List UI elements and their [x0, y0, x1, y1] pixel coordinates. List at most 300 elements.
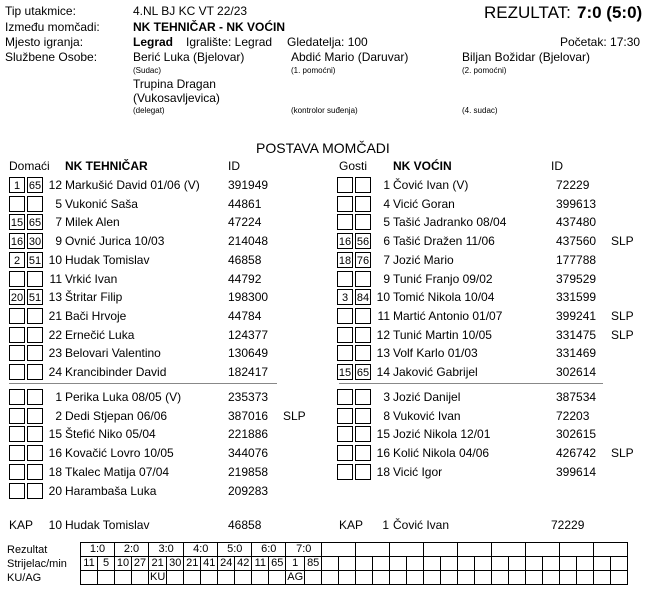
player-id: 72203	[556, 408, 590, 423]
player-sub-minute-a	[9, 196, 25, 212]
player-sub-minute-a: 1	[9, 177, 25, 193]
kuag-cell	[167, 571, 184, 585]
player-number: 16	[48, 446, 62, 461]
player-id: 124377	[228, 327, 269, 342]
player-name: Tomić Nikola 10/04	[393, 290, 495, 305]
away-captain-id: 72229	[551, 518, 585, 532]
player-name: Štefić Niko 05/04	[65, 427, 156, 442]
player-row	[9, 426, 309, 444]
player-id: 72229	[556, 178, 590, 192]
scorer-cell: 11	[81, 557, 98, 571]
kuag-cell	[252, 571, 269, 585]
scorer-cell	[543, 557, 560, 571]
start-time: Početak: 17:30	[560, 35, 641, 49]
player-number: 6	[383, 234, 390, 249]
player-row	[9, 214, 309, 232]
assistant2: Biljan Božidar (Bjelovar)	[462, 50, 591, 64]
player-row	[337, 389, 637, 407]
score-cell: 4:0	[184, 543, 218, 557]
player-number: 2	[55, 408, 62, 423]
player-row	[337, 196, 637, 214]
player-name: Tašić Jadranko 08/04	[393, 215, 507, 230]
player-sub-minute-a	[9, 445, 25, 461]
away-divider	[339, 383, 603, 384]
player-name: Štritar Filip	[65, 290, 123, 305]
score-cell: 1:0	[81, 543, 115, 557]
player-sub-minute-a	[9, 327, 25, 343]
score-cell: 5:0	[218, 543, 252, 557]
player-number: 22	[48, 327, 62, 342]
player-row	[9, 289, 309, 307]
player-sub-minute-a	[9, 271, 25, 287]
player-name: Kolić Nikola 04/06	[393, 446, 490, 461]
kuag-cell	[407, 571, 424, 585]
player-name: Vuković Ivan	[393, 408, 461, 423]
kuag-cell	[305, 571, 322, 585]
player-sub-minute-a	[337, 214, 353, 230]
away-captain-number: 1	[382, 518, 389, 532]
kuag-cell	[201, 571, 218, 585]
scorer-cell	[594, 557, 611, 571]
player-number: 1	[55, 390, 62, 404]
scorer-cell: 27	[132, 557, 149, 571]
player-name: Perika Luka 08/05 (V)	[65, 390, 182, 404]
player-name: Ernečić Luka	[65, 327, 135, 342]
kuag-cell	[509, 571, 526, 585]
player-id: 379529	[556, 271, 597, 286]
scorer-cell	[441, 557, 458, 571]
home-captain-number: 10	[48, 518, 62, 532]
player-row	[9, 389, 309, 407]
player-number: 9	[55, 234, 62, 249]
player-sub-minute-a: 20	[9, 289, 25, 305]
kuag-cell	[132, 571, 149, 585]
scorer-cell: 1	[286, 557, 305, 571]
kuag-cell	[269, 571, 286, 585]
player-number: 14	[376, 365, 390, 379]
player-sub-minute-b: 51	[27, 289, 43, 305]
scorer-cell: 85	[305, 557, 322, 571]
player-number: 13	[376, 346, 390, 361]
result-label: REZULTAT:	[484, 3, 571, 22]
player-id: 209283	[228, 483, 269, 498]
scorer-cell	[475, 557, 492, 571]
player-row	[337, 345, 637, 363]
scorer-cell: 11	[252, 557, 269, 571]
home-captain-id: 46858	[228, 518, 262, 532]
player-number: 7	[383, 252, 390, 267]
player-sub-minute-a	[337, 177, 353, 193]
kuag-cell	[235, 571, 252, 585]
kuag-cell	[560, 571, 577, 585]
player-row	[9, 464, 309, 482]
player-id: 331469	[556, 346, 597, 361]
player-name: Čović Ivan (V)	[393, 178, 469, 192]
player-id: 198300	[228, 290, 269, 305]
scorer-cell	[509, 557, 526, 571]
player-number: 24	[48, 365, 62, 379]
player-name: Dedi Stjepan 06/06	[65, 408, 168, 423]
player-name: Belovari Valentino	[65, 346, 161, 361]
player-id: 387016	[228, 408, 269, 423]
score-cell	[424, 543, 458, 557]
kuag-cell	[594, 571, 611, 585]
player-sub-minute-a	[337, 389, 353, 405]
assistant2-role: (2. pomoćni)	[462, 66, 507, 75]
player-sub-minute-b: 56	[355, 233, 371, 249]
away-captain-name: Čović Ivan	[393, 518, 450, 532]
player-sub-minute-a: 16	[337, 233, 353, 249]
player-name: Ovnić Jurica 10/03	[65, 234, 165, 249]
player-number: 3	[383, 390, 390, 404]
home-id-label: ID	[228, 159, 240, 173]
player-name: Jozić Danijel	[393, 390, 461, 404]
player-name: Tkalec Matija 07/04	[65, 464, 170, 479]
player-id: 219858	[228, 464, 269, 479]
player-row	[337, 445, 637, 463]
scorer-cell: 42	[235, 557, 252, 571]
kuag-cell	[390, 571, 407, 585]
player-name: Tašić Dražen 11/06	[393, 234, 495, 249]
scorer-cell: 10	[115, 557, 132, 571]
scorer-cell	[407, 557, 424, 571]
score-cell	[594, 543, 628, 557]
player-sub-minute-a	[9, 345, 25, 361]
player-name: Vukonić Saša	[65, 196, 138, 211]
player-sub-minute-a: 2	[9, 252, 25, 268]
kuag-cell: KU	[150, 571, 166, 583]
home-captain-label: KAP	[9, 518, 34, 532]
score-cell: 3:0	[149, 543, 184, 557]
player-note: SLP	[611, 446, 634, 461]
player-number: 18	[376, 464, 390, 479]
home-team-name: NK TEHNIČAR	[65, 159, 148, 173]
player-name: Vrkić Ivan	[65, 271, 118, 286]
player-name: Tunić Franjo 09/02	[393, 271, 493, 286]
score-cell	[322, 543, 356, 557]
player-number: 11	[377, 308, 390, 323]
player-number: 21	[48, 308, 62, 323]
score-cell: 2:0	[115, 543, 149, 557]
player-number: 15	[376, 427, 390, 442]
player-number: 20	[48, 483, 62, 498]
player-row	[337, 252, 637, 270]
referee-role: (Sudac)	[133, 66, 162, 75]
player-number: 13	[48, 290, 62, 305]
fourth-official-role: (4. sudac)	[462, 106, 498, 115]
player-number: 8	[383, 408, 390, 423]
away-side-label: Gosti	[339, 159, 368, 173]
player-number: 5	[383, 215, 390, 230]
player-sub-minute-a	[9, 483, 25, 499]
player-name: Jozić Mario	[393, 252, 454, 267]
scorer-row-label: Strijelac/min	[7, 558, 67, 570]
lineup-title: POSTAVA MOMČADI	[256, 140, 390, 156]
player-id: 177788	[556, 252, 597, 267]
player-name: Jozić Nikola 12/01	[393, 427, 491, 442]
player-name: Vicić Igor	[393, 464, 443, 479]
assistant1-role: (1. pomoćni)	[291, 66, 336, 75]
player-number: 12	[48, 178, 62, 192]
player-note: SLP	[611, 327, 634, 342]
player-id: 44792	[228, 271, 262, 286]
control-role: (kontrolor suđenja)	[291, 106, 358, 115]
away-captain-label: KAP	[339, 518, 364, 532]
score-cell	[526, 543, 560, 557]
player-sub-minute-a	[337, 271, 353, 287]
player-id: 302615	[556, 427, 597, 442]
player-row	[337, 327, 637, 345]
kuag-cell	[441, 571, 458, 585]
venue: Legrad	[133, 35, 174, 49]
player-id: 331475	[556, 327, 597, 342]
player-id: 302614	[556, 365, 597, 379]
home-divider	[9, 383, 277, 384]
player-row	[9, 327, 309, 345]
scorer-cell	[492, 557, 509, 571]
player-row	[9, 233, 309, 251]
kuag-cell	[475, 571, 492, 585]
scorer-cell	[458, 557, 475, 571]
player-row	[337, 233, 637, 251]
kuag-cell	[543, 571, 560, 585]
player-row	[9, 308, 309, 326]
player-row	[337, 364, 637, 382]
player-row	[9, 408, 309, 426]
kuag-cell	[611, 571, 628, 585]
player-sub-minute-a: 18	[337, 252, 353, 268]
player-id: 387534	[556, 390, 597, 404]
home-side-label: Domaći	[9, 159, 50, 173]
player-sub-minute-a: 3	[337, 289, 353, 305]
player-sub-minute-a	[337, 196, 353, 212]
kuag-cell	[184, 571, 201, 585]
result-row-label: Rezultat	[7, 544, 48, 556]
player-id: 130649	[228, 346, 269, 361]
officials-label: Službene Osobe:	[5, 50, 98, 64]
scorer-cell: 65	[269, 557, 286, 571]
kuag-cell	[577, 571, 594, 585]
scorer-cell	[424, 557, 441, 571]
player-note: SLP	[283, 408, 306, 423]
assistant1: Abdić Mario (Daruvar)	[291, 50, 409, 64]
player-row	[337, 214, 637, 232]
player-number: 11	[49, 271, 62, 286]
player-sub-minute-a	[337, 308, 353, 324]
scorer-cell: 5	[98, 557, 115, 571]
player-id: 182417	[228, 365, 269, 379]
player-sub-minute-a	[337, 426, 353, 442]
player-row	[9, 252, 309, 270]
player-number: 12	[376, 327, 390, 342]
kuag-cell	[81, 571, 98, 585]
match-type-label: Tip utakmice:	[5, 4, 76, 18]
player-name: Vicić Goran	[393, 196, 455, 211]
scorer-cell	[390, 557, 407, 571]
between-label: Između momčadi:	[5, 20, 100, 34]
player-sub-minute-a	[337, 408, 353, 424]
player-sub-minute-b: 84	[355, 289, 371, 305]
player-number: 5	[55, 196, 62, 211]
player-note: SLP	[611, 234, 634, 249]
scorer-cell: 21	[184, 557, 201, 571]
player-sub-minute-a	[9, 389, 25, 405]
player-id: 331599	[556, 290, 597, 305]
scorer-cell	[560, 557, 577, 571]
player-id: 44784	[228, 308, 262, 323]
kuag-row-label: KU/AG	[7, 572, 42, 584]
scorer-cell: 30	[167, 557, 184, 571]
score-cell	[356, 543, 390, 557]
kuag-cell	[98, 571, 115, 585]
scorer-cell: 41	[201, 557, 218, 571]
player-row	[9, 364, 309, 382]
scorer-cell: 24	[218, 557, 235, 571]
kuag-cell	[492, 571, 509, 585]
score-cell	[492, 543, 526, 557]
player-sub-minute-a	[9, 426, 25, 442]
player-row	[9, 345, 309, 363]
spectators: Gledatelja: 100	[287, 35, 368, 49]
scorer-cell	[356, 557, 373, 571]
player-sub-minute-b: 51	[27, 252, 43, 268]
delegate-city: (Vukosavljevica)	[133, 91, 220, 105]
player-sub-minute-a: 15	[9, 214, 25, 230]
player-id: 426742	[556, 446, 597, 461]
player-row	[9, 483, 309, 501]
home-captain-name: Hudak Tomislav	[65, 518, 150, 532]
player-sub-minute-a	[9, 464, 25, 480]
player-number: 16	[376, 446, 390, 461]
player-sub-minute-a	[337, 464, 353, 480]
scorer-cell	[577, 557, 594, 571]
away-team-name: NK VOĆIN	[393, 159, 452, 173]
player-note: SLP	[611, 308, 634, 323]
away-id-label: ID	[551, 159, 563, 173]
scorer-cell	[339, 557, 356, 571]
player-sub-minute-a: 15	[337, 364, 353, 380]
player-sub-minute-b: 65	[355, 364, 371, 380]
result-table	[80, 542, 628, 585]
scorer-cell	[373, 557, 390, 571]
match-type: 4.NL BJ KC VT 22/23	[133, 4, 248, 18]
player-sub-minute-a: 16	[9, 233, 25, 249]
player-sub-minute-b: 30	[27, 233, 43, 249]
player-name: Markušić David 01/06 (V)	[65, 178, 200, 192]
score-cell	[458, 543, 492, 557]
scorer-cell	[611, 557, 628, 571]
player-name: Volf Karlo 01/03	[393, 346, 478, 361]
player-number: 10	[48, 252, 62, 267]
player-number: 10	[376, 290, 390, 305]
player-id: 399613	[556, 196, 597, 211]
player-sub-minute-a	[9, 308, 25, 324]
player-row	[337, 464, 637, 482]
player-sub-minute-a	[9, 364, 25, 380]
player-id: 399241	[556, 308, 597, 323]
player-row	[337, 308, 637, 326]
player-id: 344076	[228, 446, 269, 461]
player-row	[337, 426, 637, 444]
kuag-cell	[115, 571, 132, 585]
scorer-cell	[526, 557, 543, 571]
player-id: 391949	[228, 178, 269, 192]
player-id: 47224	[228, 215, 262, 230]
score-cell	[560, 543, 594, 557]
player-name: Kovačić Lovro 10/05	[65, 446, 174, 461]
player-name: Bači Hrvoje	[65, 308, 127, 323]
player-number: 23	[48, 346, 62, 361]
kuag-cell	[526, 571, 543, 585]
player-id: 46858	[228, 252, 262, 267]
player-id: 235373	[228, 390, 269, 404]
player-id: 399614	[556, 464, 597, 479]
referee: Berić Luka (Bjelovar)	[133, 50, 245, 64]
player-number: 4	[383, 196, 390, 211]
kuag-cell: AG	[287, 571, 304, 583]
player-name: Harambaša Luka	[65, 483, 157, 498]
player-sub-minute-b: 76	[355, 252, 371, 268]
kuag-cell	[339, 571, 356, 585]
player-sub-minute-a	[337, 327, 353, 343]
scorer-cell: 21	[149, 557, 167, 571]
kuag-cell	[322, 571, 339, 585]
player-id: 437480	[556, 215, 597, 230]
player-row	[337, 408, 637, 426]
player-sub-minute-b: 65	[27, 214, 43, 230]
player-sub-minute-a	[337, 445, 353, 461]
player-id: 221886	[228, 427, 269, 442]
player-name: Martić Antonio 01/07	[393, 308, 503, 323]
kuag-cell	[356, 571, 373, 585]
player-number: 18	[48, 464, 62, 479]
venue-label: Mjesto igranja:	[5, 35, 84, 49]
player-name: Krancibinder David	[65, 365, 167, 379]
player-row	[9, 445, 309, 463]
player-name: Jaković Gabrijel	[393, 365, 478, 379]
player-id: 44861	[228, 196, 262, 211]
kuag-cell	[458, 571, 475, 585]
player-row	[9, 271, 309, 289]
kuag-cell	[424, 571, 441, 585]
teams: NK TEHNIČAR - NK VOĆIN	[133, 20, 285, 34]
player-name: Tunić Martin 10/05	[393, 327, 492, 342]
score-cell: 6:0	[252, 543, 286, 557]
player-id: 214048	[228, 234, 269, 249]
player-number: 15	[48, 427, 62, 442]
player-name: Hudak Tomislav	[65, 252, 150, 267]
player-number: 7	[55, 215, 62, 230]
pitch: Igralište: Legrad	[186, 35, 273, 49]
player-id: 437560	[556, 234, 597, 249]
player-row	[9, 177, 309, 195]
player-sub-minute-a	[9, 408, 25, 424]
player-row	[9, 196, 309, 214]
score-cell	[390, 543, 424, 557]
result-value: 7:0 (5:0)	[577, 3, 643, 22]
scorer-cell	[322, 557, 339, 571]
kuag-cell	[218, 571, 235, 585]
score-cell: 7:0	[286, 543, 322, 557]
delegate-name: Trupina Dragan	[133, 77, 216, 91]
delegate-role: (delegat)	[133, 106, 165, 115]
player-number: 1	[383, 178, 390, 192]
player-row	[337, 177, 637, 195]
player-name: Milek Alen	[65, 215, 120, 230]
player-row	[337, 271, 637, 289]
player-sub-minute-b: 65	[27, 177, 43, 193]
player-number: 9	[383, 271, 390, 286]
